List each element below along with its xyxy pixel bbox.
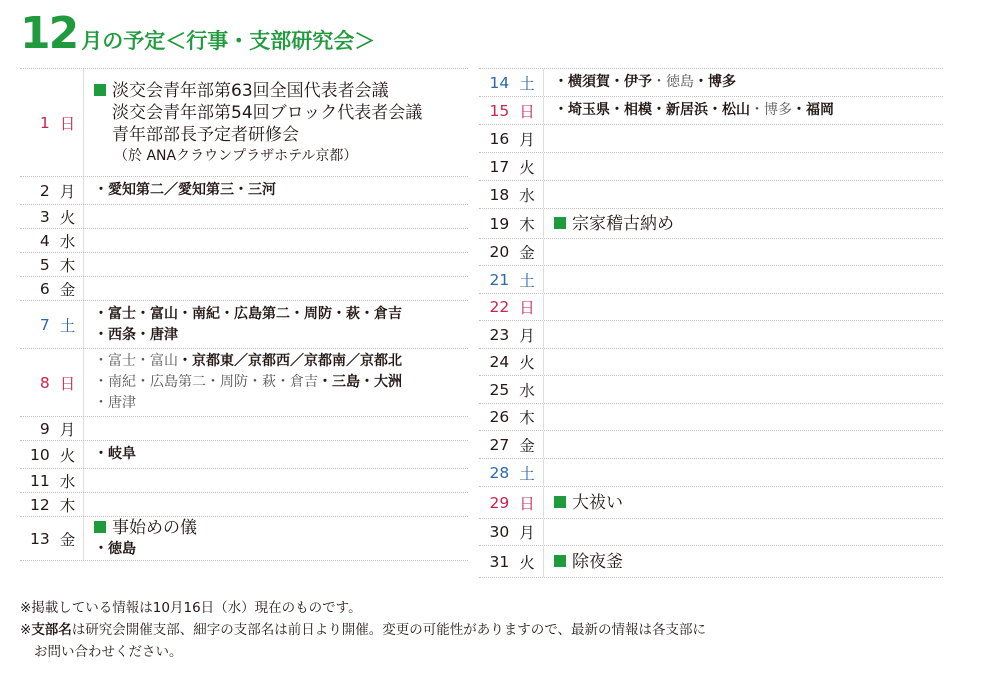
major-event [94,102,468,124]
branch-list [94,304,468,325]
day-number: 22 [489,298,510,316]
page-title [20,8,375,62]
branch-name-bold: ・福岡 [792,102,834,118]
event-title: 宗家稽古納め [572,213,674,234]
weekday-label: 木 [59,496,76,515]
day-cell [479,125,544,152]
event-cell [84,493,468,516]
branch-name-light: ・唐津 [94,395,136,411]
day-number: 29 [489,493,510,512]
event-cell [544,266,943,293]
day-cell [479,239,544,265]
green-square-icon [94,84,106,96]
branch-list [94,444,468,465]
event-title: （於 ANAクラウンプラザホテル京都） [114,147,358,164]
day-cell [479,321,544,348]
branch-name-light: ・博多 [750,102,792,118]
branch-list [94,351,468,372]
major-event [554,213,943,235]
day-number: 3 [39,207,50,226]
day-number: 15 [489,101,510,120]
event-cell [544,209,943,238]
event-cell [544,69,943,96]
day-row [479,239,943,266]
weekday-label: 金 [519,436,535,455]
branch-list [554,100,943,121]
day-number: 17 [489,157,510,176]
day-row [479,487,943,519]
day-row [20,253,468,277]
event-title: 事始めの儀 [112,518,197,538]
day-row [20,205,468,229]
event-cell [544,519,943,545]
weekday-label: 月 [519,130,535,149]
weekday-label: 日 [519,102,535,121]
day-row [479,376,943,404]
branch-name-bold: ・埼玉県・相模・新居浜・松山 [554,102,750,118]
day-number: 10 [30,445,50,464]
day-row [479,431,943,459]
event-cell [544,153,943,180]
event-cell [544,487,943,518]
event-cell [84,205,468,228]
weekday-label: 土 [59,316,76,335]
day-cell [479,376,544,403]
day-row [479,209,943,239]
day-row [20,417,468,441]
day-number: 8 [39,373,50,392]
day-cell [479,97,544,124]
footnotes [20,597,980,663]
day-cell [479,349,544,375]
event-cell [84,277,468,300]
day-row [20,441,468,469]
weekday-label: 木 [59,256,76,275]
day-cell [479,519,544,545]
event-cell [544,404,943,430]
day-number: 13 [30,529,50,548]
day-row [479,349,943,376]
day-cell [479,181,544,208]
day-row [479,404,943,431]
day-cell [479,153,544,180]
day-row [479,459,943,487]
weekday-label: 火 [59,446,76,465]
day-row [20,517,468,561]
event-cell [84,229,468,252]
day-number: 26 [489,408,510,426]
event-cell [544,321,943,348]
day-row [20,229,468,253]
weekday-label: 金 [59,530,76,549]
branch-name-bold: ・三島・大洲 [318,374,402,390]
branch-name-bold: ・横須賀・伊予 [554,74,652,90]
event-title: 淡交会青年部第54回ブロック代表者会議 [112,102,423,123]
weekday-label: 月 [59,420,76,439]
branch-name-bold: ・徳島 [94,541,136,557]
weekday-label: 水 [519,381,535,400]
day-cell [479,266,544,293]
day-cell [479,459,544,486]
schedule-right-column [479,68,943,578]
weekday-label: 土 [519,74,535,93]
event-title: 除夜釜 [572,551,623,572]
day-row [20,493,468,517]
green-square-icon [94,521,106,533]
day-row [479,266,943,294]
branch-name-light: ・南紀・広島第二・周防・萩・倉吉 [94,374,318,390]
event-cell [84,417,468,440]
branch-name-bold: ・岐阜 [94,446,136,462]
weekday-label: 月 [519,524,535,542]
event-cell [84,69,468,176]
schedule-left-column [20,68,468,561]
branch-list [94,325,468,346]
event-cell [544,294,943,320]
day-number: 16 [489,129,510,148]
weekday-label: 月 [59,182,76,201]
title-text: 月の予定＜行事・支部研究会＞ [81,29,376,53]
event-cell [84,441,468,468]
day-number: 23 [489,325,510,344]
weekday-label: 木 [519,409,535,427]
day-row [479,519,943,546]
event-cell [544,239,943,265]
event-cell [544,546,943,577]
weekday-label: 日 [519,494,535,513]
branch-name-bold: ・西条・唐津 [94,326,178,343]
day-cell [20,177,84,204]
weekday-label: 水 [519,186,535,205]
day-row [20,469,468,493]
day-row [479,153,943,181]
day-number: 5 [39,255,50,274]
major-event [554,551,943,573]
day-number: 12 [30,495,50,514]
day-cell [20,469,84,492]
weekday-label: 日 [59,114,76,133]
weekday-label: 水 [59,232,76,251]
day-number: 25 [489,380,510,399]
event-cell [84,301,468,348]
footnote-date: ※掲載している情報は10月16日（水）現在のものです。 [20,600,362,616]
day-cell [20,417,84,440]
green-square-icon [554,217,566,229]
branch-list [94,539,468,560]
day-cell [479,487,544,518]
event-cell [84,469,468,492]
day-row [479,546,943,578]
weekday-label: 土 [519,271,535,290]
day-cell [479,294,544,320]
branch-name-light: ・徳島 [652,74,694,90]
day-number: 2 [39,181,50,200]
event-cell [544,376,943,403]
footnote-legend [20,619,980,641]
day-number: 1 [39,113,50,132]
event-cell [544,125,943,152]
day-number: 28 [489,463,510,482]
weekday-label: 火 [59,208,76,227]
major-event [554,492,943,514]
day-row [479,321,943,349]
branch-list [554,72,943,93]
day-row [20,277,468,301]
day-cell [479,431,544,458]
day-cell [20,277,84,300]
day-number: 6 [39,279,50,298]
footnote-text: は研究会開催支部、細字の支部名は前日より開催。変更の可能性がありますので、最新の情報は各支部に [71,622,707,638]
day-row [20,69,468,177]
major-event [94,517,468,539]
event-cell [544,459,943,486]
day-number: 24 [489,353,510,371]
day-cell [20,229,84,252]
day-number: 19 [489,214,510,233]
day-cell [479,404,544,430]
green-square-icon [554,496,566,508]
event-title: 大祓い [572,492,623,513]
day-cell [20,517,84,560]
branch-name-light: ・富士・富山 [94,353,178,369]
day-number: 20 [489,243,510,261]
weekday-label: 金 [519,244,535,262]
weekday-label: 土 [519,464,535,483]
major-event [94,80,468,102]
day-row [479,97,943,125]
weekday-label: 日 [59,374,76,393]
weekday-label: 木 [519,215,535,234]
event-cell [84,253,468,276]
weekday-label: 火 [519,158,535,177]
weekday-label: 水 [59,472,76,491]
day-number: 31 [489,552,510,571]
major-event [94,124,468,146]
event-cell [84,177,468,204]
branch-list [94,393,468,414]
day-number: 30 [489,523,510,541]
day-number: 11 [30,471,50,490]
day-number: 18 [489,185,510,204]
day-cell [20,69,84,176]
day-cell [20,493,84,516]
event-cell [544,349,943,375]
day-number: 4 [39,231,50,250]
day-cell [20,205,84,228]
event-title: 淡交会青年部第63回全国代表者会議 [112,80,389,101]
day-row [479,181,943,209]
green-square-icon [554,555,566,567]
day-cell [20,349,84,416]
month-number: 12 [20,8,78,59]
weekday-label: 火 [519,354,535,372]
day-cell [479,546,544,577]
weekday-label: 日 [519,299,535,317]
weekday-label: 金 [59,280,76,299]
day-number: 7 [39,315,50,334]
branch-name-bold: ・博多 [694,74,736,90]
footnote-bold-term: 支部名 [31,622,72,638]
event-title: 青年部部長予定者研修会 [112,124,299,145]
day-cell [479,69,544,96]
footnote-mark: ※ [20,622,32,638]
day-row [20,177,468,205]
day-row [479,69,943,97]
day-row [20,349,468,417]
day-cell [20,301,84,348]
day-cell [479,209,544,238]
day-row [20,301,468,349]
event-cell [544,431,943,458]
day-number: 9 [39,419,50,438]
day-number: 27 [489,435,510,454]
branch-list [94,180,468,201]
weekday-label: 月 [519,326,535,345]
day-row [479,125,943,153]
event-cell [544,97,943,124]
day-number: 14 [489,73,510,92]
event-cell [544,181,943,208]
branch-name-bold: ・富士・富山・南紀・広島第二・周防・萩・倉吉 [94,305,402,322]
branch-name-bold: ・京都東／京都西／京都南／京都北 [178,353,402,369]
day-row [479,294,943,321]
event-cell [84,517,468,560]
footnote-contact: お問い合わせください。 [34,644,183,660]
day-number: 21 [489,270,510,289]
branch-name-bold: ・愛知第二／愛知第三・三河 [94,182,276,198]
day-cell [20,441,84,468]
event-cell [84,349,468,416]
weekday-label: 火 [519,553,535,572]
day-cell [20,253,84,276]
event-venue [94,146,468,166]
branch-list [94,372,468,393]
